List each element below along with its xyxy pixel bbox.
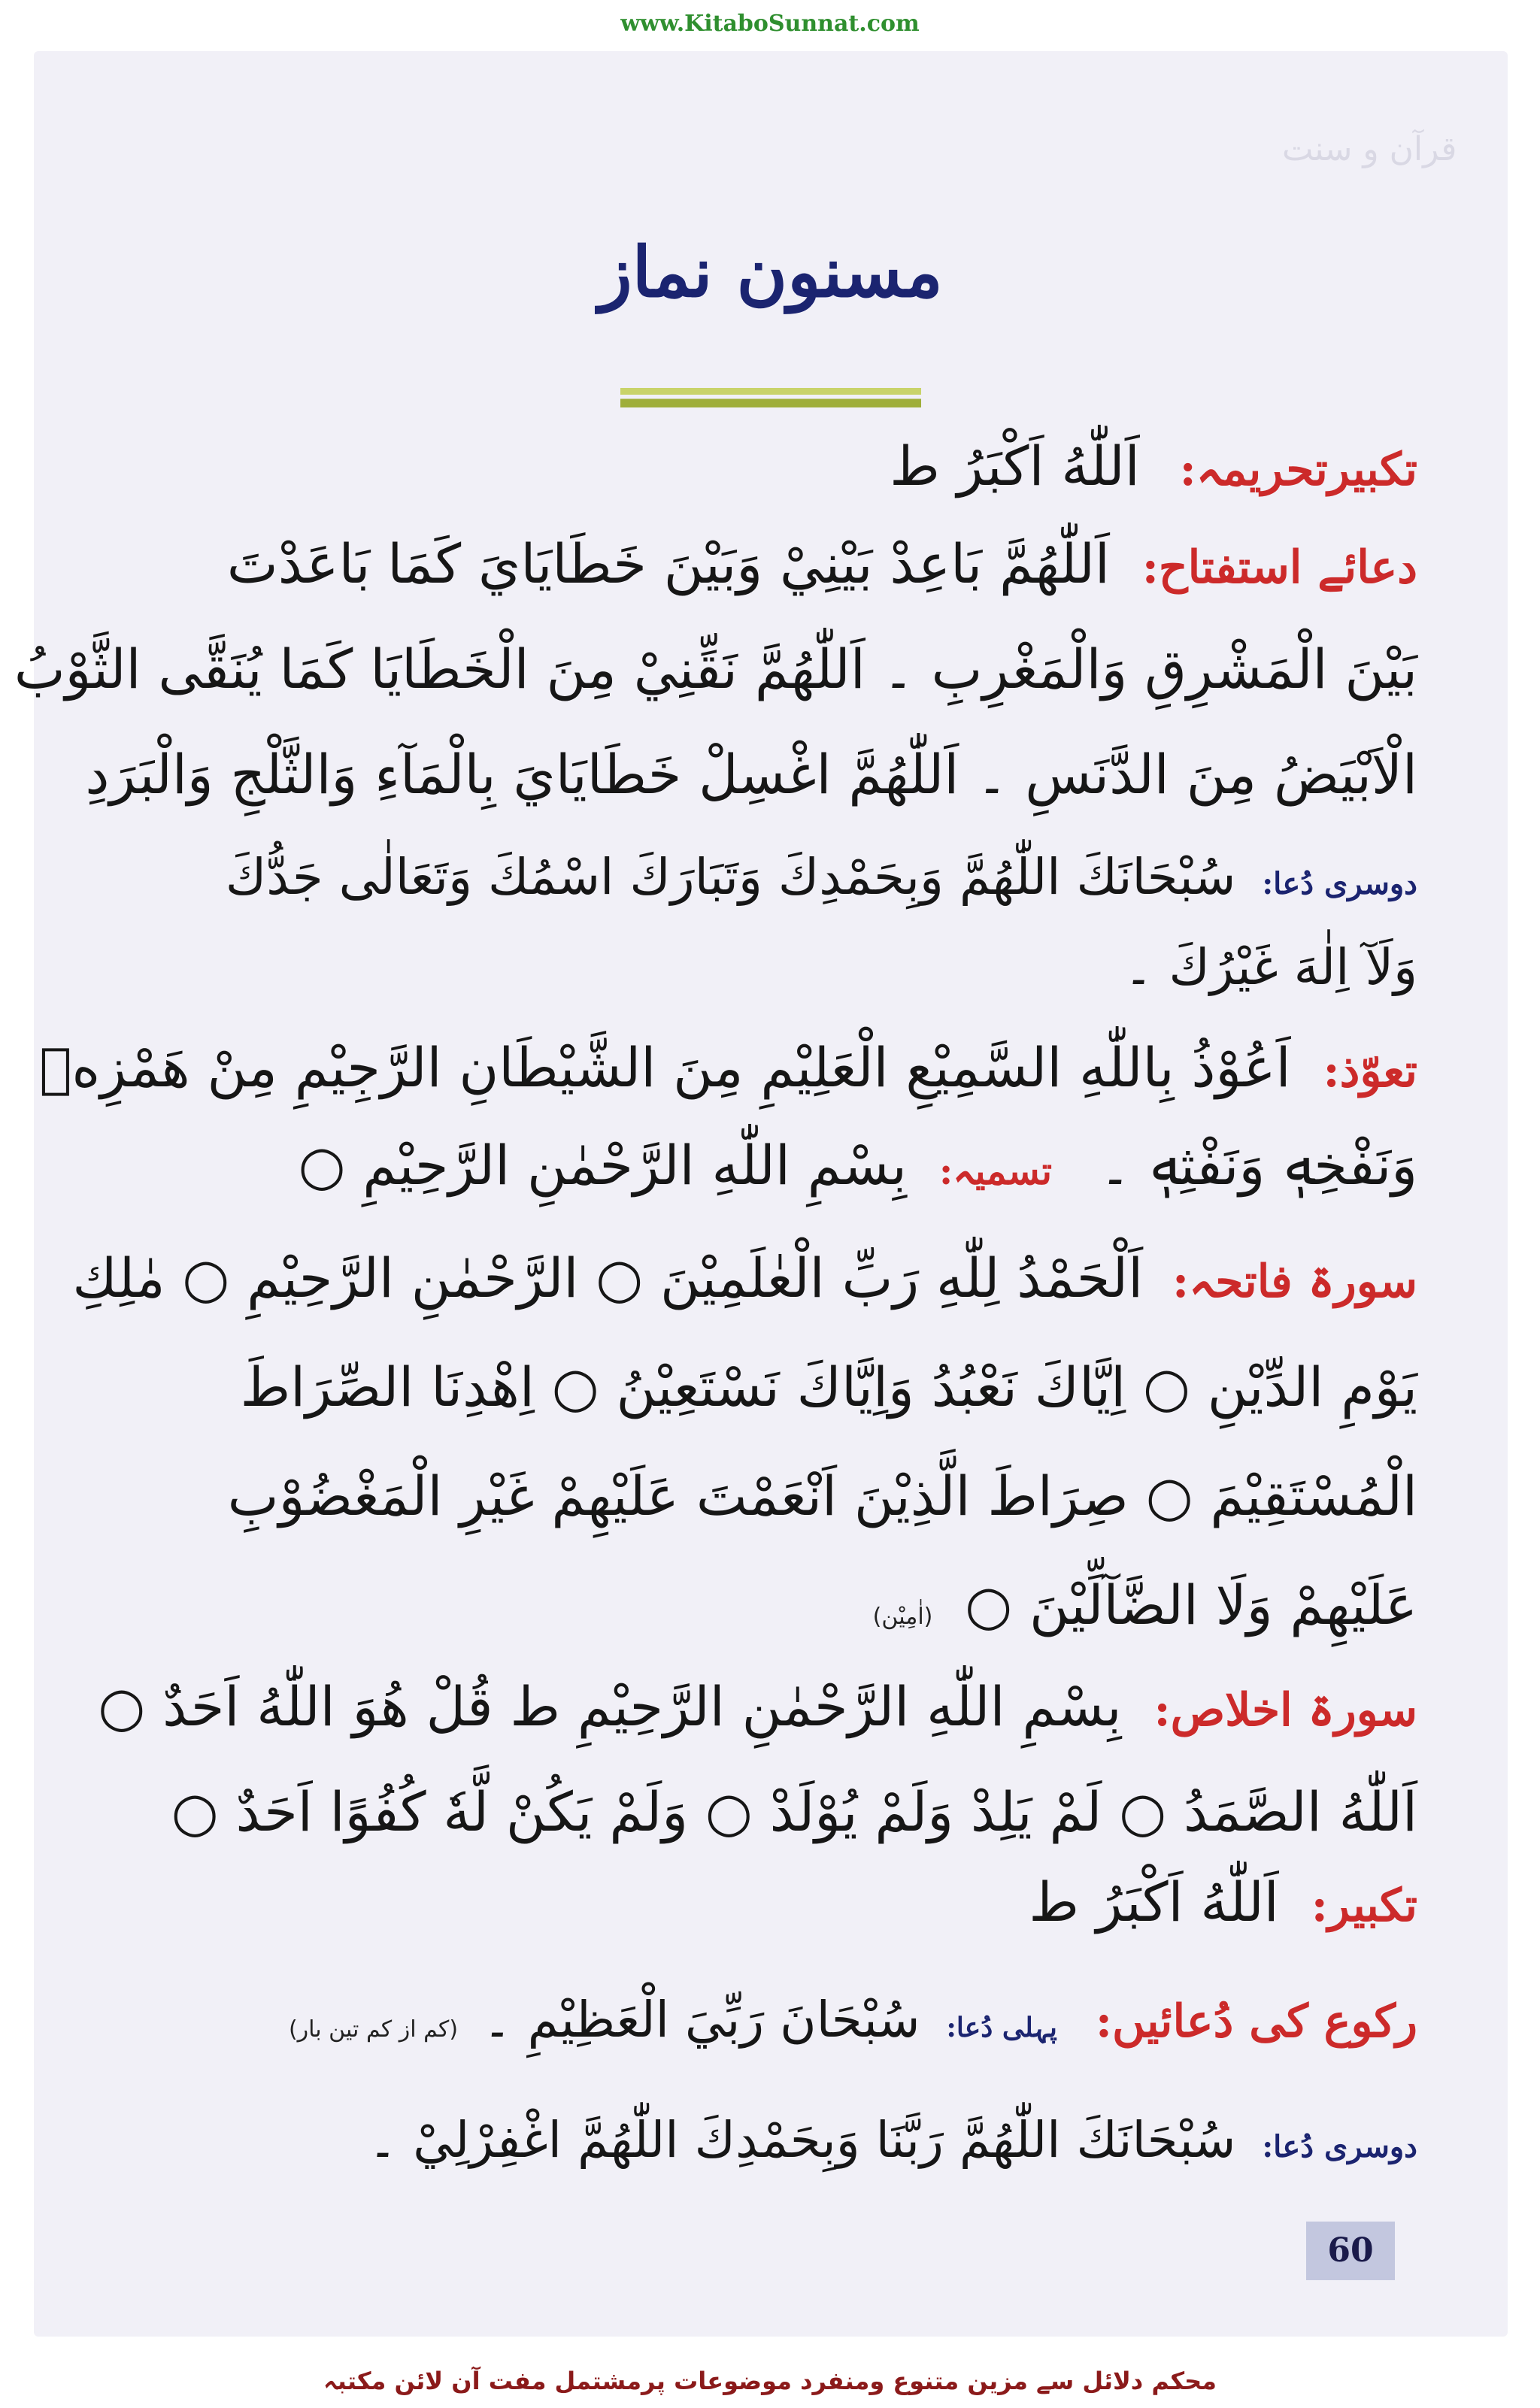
istiftah-line-2: بَيْنَ الْمَشْرِقِ وَالْمَغْرِبِ ۔ اَللّٰهُمَّ نَقِّنِيْ مِنَ الْخَطَايَا كَمَا يُنَقَّى الثَّوْبُ	[14, 638, 1417, 701]
istiftah-line-1	[147, 532, 1417, 595]
page-number: 60	[1306, 2222, 1395, 2280]
second-dua-line-1	[147, 848, 1417, 906]
watermark: قرآن و سنت	[1282, 130, 1457, 168]
book-page	[14, 51, 1508, 2337]
taawwuz-label: تعوّذ:	[1323, 1045, 1417, 1098]
title-underline	[620, 388, 921, 407]
takbir-tahrima-line	[147, 435, 1417, 498]
istiftah-line-3: الْاَبْيَضُ مِنَ الدَّنَسِ ۔ اَللّٰهُمَّ اغْسِلْ خَطَايَايَ بِالْمَآءِ وَالثَّلْجِ وَالْبَرَدِ	[85, 743, 1417, 806]
second-dua-label: دوسری دُعا:	[1262, 866, 1417, 901]
fatiha-line-1	[72, 1246, 1417, 1310]
istiftah-label: دعائے استفتاح:	[1141, 541, 1417, 594]
ruku-first-label: پہلی دُعا:	[946, 2012, 1057, 2043]
takbir-tahrima-text: اَللّٰهُ اَكْبَرُ ط	[890, 435, 1140, 498]
fatiha-label: سورۃ فاتحہ:	[1172, 1255, 1417, 1308]
ikhlas-label: سورۃ اخلاص:	[1153, 1684, 1417, 1737]
ruku-second-label: دوسری دُعا:	[1262, 2129, 1417, 2164]
fatiha-line-3: الْمُسْتَقِيْمَ ○ صِرَاطَ الَّذِيْنَ اَنْعَمْتَ عَلَيْهِمْ غَيْرِ الْمَغْضُوْبِ	[227, 1464, 1417, 1528]
taawwuz-text-1: اَعُوْذُ بِاللّٰهِ السَّمِيْعِ الْعَلِيْمِ مِنَ الشَّيْطَانِ الرَّجِيْمِ مِنْ هَمْزِهٖ	[39, 1036, 1291, 1099]
fatiha-line-2: يَوْمِ الدِّيْنِ ○ اِيَّاكَ نَعْبُدُ وَاِيَّاكَ نَسْتَعِيْنُ ○ اِهْدِنَا الصِّرَاطَ	[240, 1355, 1417, 1419]
site-url[interactable]: www.KitaboSunnat.com	[620, 11, 920, 37]
takbir-text: اَللّٰهُ اَكْبَرُ ط	[1029, 1870, 1279, 1934]
taawwuz-text-2: وَنَفْخِهٖ وَنَفْثِهٖ ۔	[1099, 1134, 1417, 1197]
ruku-line-2	[147, 2111, 1417, 2169]
second-dua-text-1: سُبْحَانَكَ اللّٰهُمَّ وَبِحَمْدِكَ وَتَبَارَكَ اسْمُكَ وَتَعَالٰى جَدُّكَ	[225, 848, 1236, 906]
takbir-line	[147, 1870, 1417, 1934]
ruku-label: رکوع کی دُعائیں:	[1095, 1995, 1417, 2048]
ikhlas-text-1: بِسْمِ اللّٰهِ الرَّحْمٰنِ الرَّحِيْمِ ط قُلْ هُوَ اللّٰهُ اَحَدٌ ○	[98, 1675, 1122, 1738]
istiftah-text-1: اَللّٰهُمَّ بَاعِدْ بَيْنِيْ وَبَيْنَ خَطَايَايَ كَمَا بَاعَدْتَ	[226, 532, 1110, 595]
takbir-label: تکبیر:	[1311, 1879, 1417, 1932]
tasmiya-text: بِسْمِ اللّٰهِ الرَّحْمٰنِ الرَّحِيْمِ ○	[298, 1134, 907, 1197]
ikhlas-line-1	[98, 1675, 1417, 1738]
ruku-second-text: سُبْحَانَكَ اللّٰهُمَّ رَبَّنَا وَبِحَمْدِكَ اللّٰهُمَّ اغْفِرْلِيْ ۔	[368, 2111, 1236, 2169]
ruku-first-note: (کم از کم تین بار)	[288, 2016, 459, 2043]
tasmiya-label: تسمیہ:	[938, 1149, 1053, 1193]
fatiha-text-4: عَلَيْهِمْ وَلَا الضَّآلِّيْنَ ○	[965, 1574, 1417, 1637]
fatiha-text-1: اَلْحَمْدُ لِلّٰهِ رَبِّ الْعٰلَمِيْنَ ○ الرَّحْمٰنِ الرَّحِيْمِ ○ مٰلِكِ	[72, 1246, 1144, 1310]
fatiha-line-4	[147, 1574, 1417, 1637]
footer-text: محکم دلائل سے مزین متنوع ومنفرد موضوعات پرمشتمل مفت آن لائن مکتبہ	[323, 2367, 1217, 2395]
ruku-first-text: سُبْحَانَ رَبِّيَ الْعَظِيْمِ ۔	[483, 1991, 920, 2049]
amin-note: (اٰمِيْن)	[872, 1604, 933, 1630]
ruku-line-1	[147, 1991, 1417, 2049]
page-title: مسنون نماز	[599, 232, 943, 313]
ikhlas-line-2: اَللّٰهُ الصَّمَدُ ○ لَمْ يَلِدْ وَلَمْ يُوْلَدْ ○ وَلَمْ يَكُنْ لَّهٗ كُفُوًا اَحَدٌ ○	[171, 1780, 1417, 1843]
second-dua-line-2: وَلَآ اِلٰهَ غَيْرُكَ ۔	[1123, 938, 1417, 996]
takbir-tahrima-label: تکبیرتحریمہ:	[1179, 444, 1417, 496]
taawwuz-line-1	[39, 1036, 1417, 1099]
taawwuz-line-2	[147, 1134, 1417, 1197]
